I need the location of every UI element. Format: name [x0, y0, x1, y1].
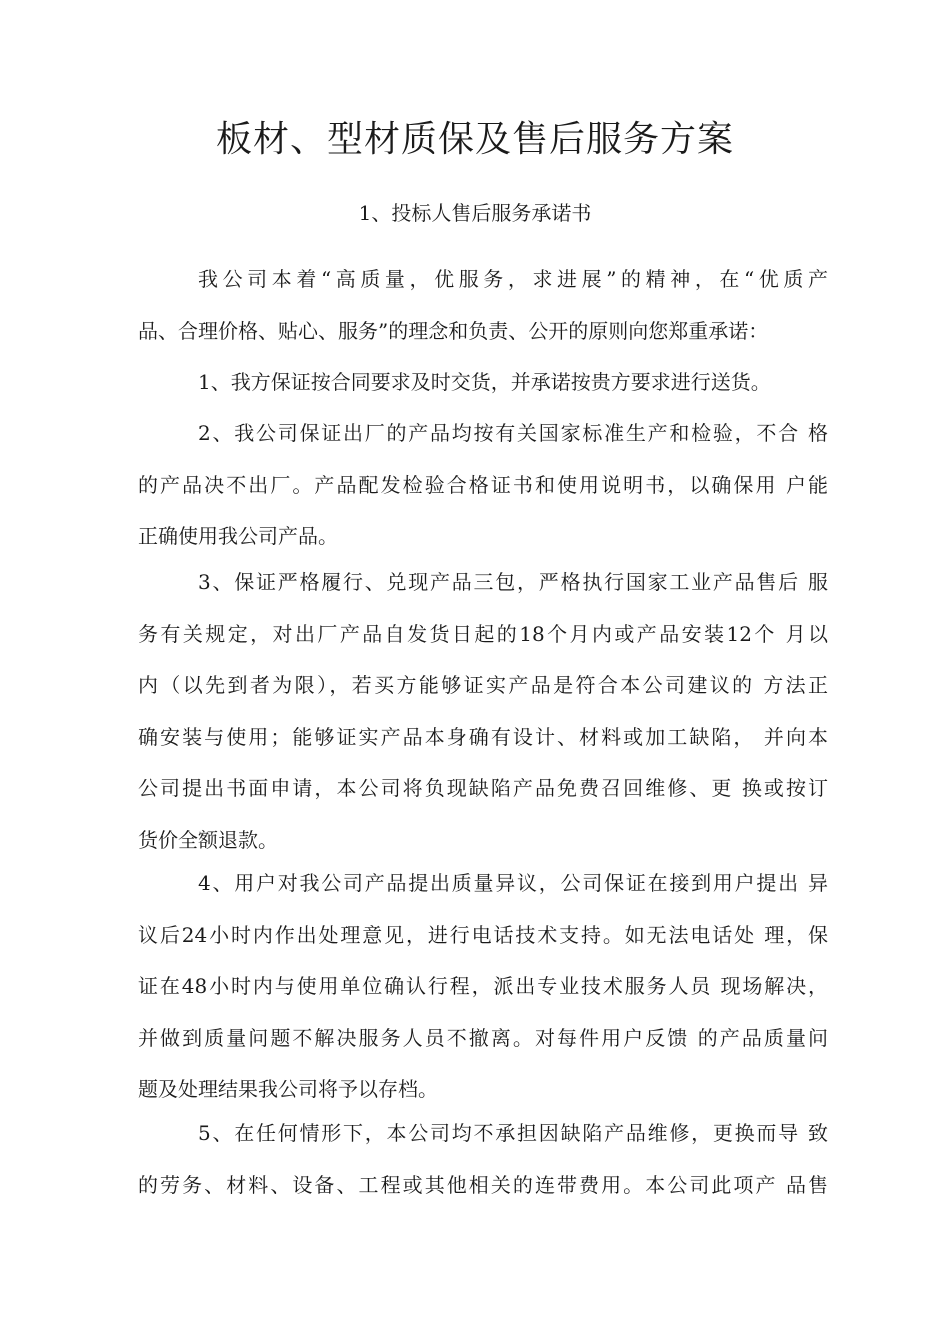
text-line: 正确使用我公司产品。: [138, 524, 338, 548]
text-line: 的劳务、材料、设备、工程或其他相关的连带费用。本公司此项产 品售: [138, 1172, 828, 1197]
text-line: 务有关规定，对出厂产品自发货日起的18个月内或产品安装12个 月以: [138, 621, 828, 646]
paragraph-item-2: [138, 408, 828, 563]
text-line: 2、我公司保证出厂的产品均按有关国家标准生产和检验，不合 格: [198, 421, 828, 445]
text-line: 题及处理结果我公司将予以存档。: [138, 1077, 438, 1101]
text-line: 并做到质量问题不解决服务人员不撤离。对每件用户反馈 的产品质量问: [138, 1025, 828, 1050]
document-subtitle: 1、投标人售后服务承诺书: [358, 201, 592, 225]
text-line: 3、保证严格履行、兑现产品三包，严格执行国家工业产品售后 服: [198, 570, 828, 594]
text-line: 公司提出书面申请，本公司将负现缺陷产品免费召回维修、更 换或按订: [138, 776, 828, 800]
paragraph-item-4: [138, 858, 828, 1116]
document-title: 板材、型材质保及售后服务方案: [215, 119, 734, 160]
text-line: 5、在任何情形下，本公司均不承担因缺陷产品维修，更换而导 致: [198, 1121, 828, 1145]
paragraph-intro: [138, 254, 828, 357]
text-line: 品、合理价格、贴心、服务”的理念和负责、公开的原则向您郑重承诺：: [138, 318, 769, 343]
paragraph-item-3: [138, 557, 828, 866]
text-line: 4、用户对我公司产品提出质量异议，公司保证在接到用户提出 异: [198, 871, 828, 895]
text-line: 的产品决不出厂。产品配发检验合格证书和使用说明书，以确保用 户能: [138, 472, 828, 497]
text-line: 证在48小时内与使用单位确认行程，派出专业技术服务人员 现场解决，: [138, 974, 828, 998]
text-line: 1、我方保证按合同要求及时交货，并承诺按贵方要求进行送货。: [198, 370, 771, 394]
text-line: 我公司本着“高质量，优服务，求进展”的精神，在“优质产: [198, 267, 828, 291]
text-line: 议后24小时内作出处理意见，进行电话技术支持。如无法电话处 理，保: [138, 922, 828, 947]
text-line: 货价全额退款。: [138, 827, 278, 852]
paragraph-item-1: [138, 357, 828, 409]
paragraph-item-5: [138, 1108, 828, 1211]
text-line: 内（以先到者为限），若买方能够证实产品是符合本公司建议的 方法正: [138, 673, 828, 697]
text-line: 确安装与使用；能够证实产品本身确有设计、材料或加工缺陷， 并向本: [138, 724, 828, 749]
